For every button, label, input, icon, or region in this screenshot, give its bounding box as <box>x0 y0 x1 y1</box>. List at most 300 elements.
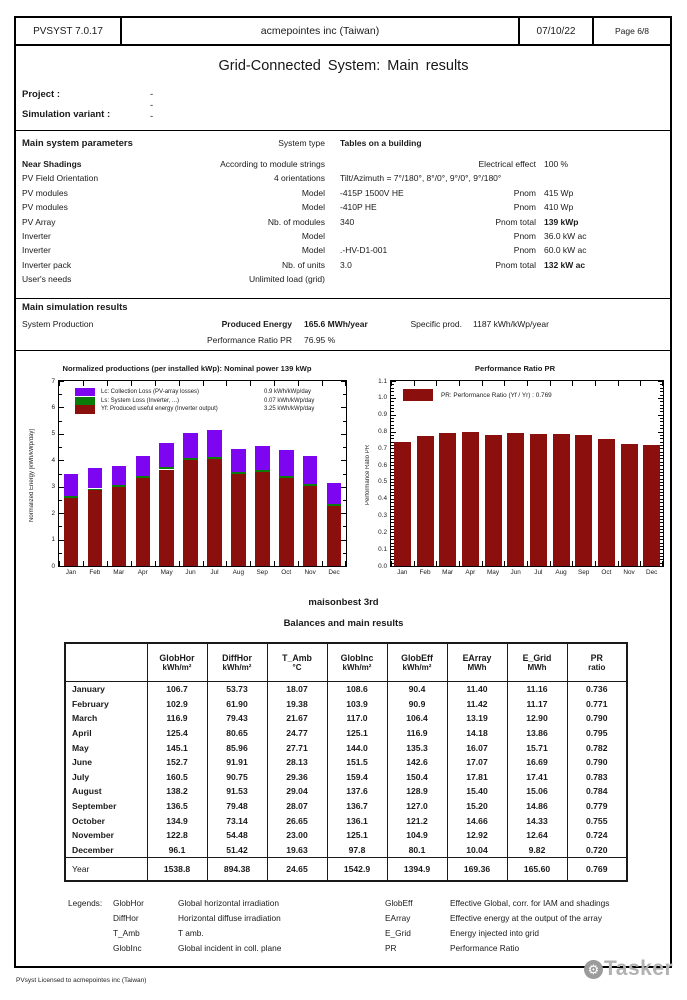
x-tick-label: Dec <box>328 569 340 576</box>
table-cell: 91.91 <box>207 755 267 770</box>
table-cell: 135.3 <box>387 740 447 755</box>
bar-segment-ls <box>183 458 198 460</box>
param-desc: Nb. of modules <box>267 216 325 227</box>
y-minor-tick <box>660 506 663 507</box>
table-cell: July <box>65 770 147 785</box>
table-cell: 79.43 <box>207 711 267 726</box>
x-tick <box>59 381 60 386</box>
param-attr-label: Pnom total <box>495 259 536 270</box>
y-minor-tick <box>391 401 394 402</box>
bar-segment-pr <box>439 433 456 566</box>
legend-value: 3.25 kWh/kWp/day <box>264 406 315 413</box>
y-minor-tick <box>660 522 663 523</box>
param-row <box>14 136 672 155</box>
legends-label <box>68 911 113 926</box>
y-minor-tick <box>660 546 663 547</box>
legend-desc: Energy injected into grid <box>450 928 540 938</box>
param-desc: Model <box>301 202 325 213</box>
param-value: -415P 1500V HE <box>340 187 404 198</box>
param-value: Tilt/Azimuth = 7°/180°, 8°/0°, 9°/0°, 9°/180° <box>340 173 502 184</box>
bar-segment-pr <box>643 445 660 566</box>
table-cell: 17.07 <box>447 755 507 770</box>
table-cell: 79.48 <box>207 799 267 814</box>
y-tick-label: 0.7 <box>378 444 387 452</box>
table-cell: 151.5 <box>327 755 387 770</box>
y-minor-tick <box>343 421 346 422</box>
table-cell: 19.63 <box>267 843 327 858</box>
table-cell: 11.42 <box>447 697 507 712</box>
x-tick-label: Nov <box>623 569 635 576</box>
table-cell: 150.4 <box>387 770 447 785</box>
chart-title: Performance Ratio PR <box>474 364 556 373</box>
legend-term: T_Amb <box>113 928 140 938</box>
y-tick <box>59 566 64 567</box>
bar-segment-lc <box>159 443 174 467</box>
chart-legend-item <box>59 405 339 414</box>
x-tick-label: Apr <box>465 569 476 576</box>
results-section-title: Main simulation results <box>22 302 128 313</box>
x-tick <box>640 381 641 386</box>
y-tick <box>391 432 396 433</box>
bar-segment-lc <box>231 449 246 472</box>
x-tick-label: May <box>160 569 173 576</box>
table-cell: 61.90 <box>207 697 267 712</box>
legend-desc: T amb. <box>178 928 204 938</box>
bar-segment-yf <box>64 498 79 567</box>
table-cell: 138.2 <box>147 784 207 799</box>
table-cell: 90.75 <box>207 770 267 785</box>
bar-segment-pr <box>485 435 502 567</box>
param-desc: 4 orientations <box>273 173 325 184</box>
y-minor-tick <box>343 474 346 475</box>
bar-segment-lc <box>88 468 103 489</box>
param-attr-label: Pnom total <box>495 216 536 227</box>
column-unit: MWh <box>467 663 487 672</box>
results-row <box>14 333 672 348</box>
y-tick <box>59 460 64 461</box>
param-label: User's needs <box>22 274 72 285</box>
y-minor-tick <box>660 421 663 422</box>
legend-term: EArray <box>385 913 411 923</box>
table-cell: 11.17 <box>507 697 567 712</box>
x-tick-label: Aug <box>555 569 567 576</box>
bar-segment-pr <box>553 434 570 566</box>
bar-segment-pr <box>621 444 638 566</box>
bar-segment-yf <box>112 487 127 566</box>
table-cell: 0.724 <box>567 828 627 843</box>
table-cell: 0.782 <box>567 740 627 755</box>
y-tick <box>341 407 346 408</box>
legend-row <box>68 896 653 911</box>
y-tick-label: 0 <box>51 562 55 570</box>
bar-segment-yf <box>303 486 318 566</box>
y-minor-tick <box>660 485 663 486</box>
y-minor-tick <box>391 438 394 439</box>
column-name: DiffHor <box>222 653 252 663</box>
table-cell: 15.06 <box>507 784 567 799</box>
table-cell: 15.71 <box>507 740 567 755</box>
divider <box>14 130 672 131</box>
column-header <box>267 643 327 682</box>
x-tick <box>298 381 299 386</box>
table-cell: 0.783 <box>567 770 627 785</box>
table-cell: 17.81 <box>447 770 507 785</box>
column-unit: kWh/m² <box>402 663 432 672</box>
table-cell: 91.53 <box>207 784 267 799</box>
x-tick <box>203 381 204 386</box>
y-tick-label: 0.6 <box>378 461 387 469</box>
y-tick-label: 2 <box>51 509 55 517</box>
table-cell: 103.9 <box>327 697 387 712</box>
y-minor-tick <box>660 408 663 409</box>
x-tick-label: Sep <box>577 569 590 576</box>
table-cell: 125.1 <box>327 726 387 741</box>
y-minor-tick <box>59 447 62 448</box>
table-cell: 0.720 <box>567 843 627 858</box>
legend-term: DiffHor <box>113 913 139 923</box>
bar-segment-ls <box>207 457 222 459</box>
legends-label: Legends: <box>68 898 103 908</box>
table-row <box>65 711 627 726</box>
table-cell: 14.66 <box>447 813 507 828</box>
legend-label: Ls: System Loss (Inverter, ...) <box>101 397 180 404</box>
legend-row <box>68 911 653 926</box>
legend-desc: Effective energy at the output of the array <box>450 913 603 923</box>
results-key2: Specific prod. <box>410 319 462 329</box>
bar-segment-yf <box>88 490 103 566</box>
x-tick <box>436 561 437 566</box>
results-key: Performance Ratio PR <box>206 335 292 345</box>
x-tick <box>179 561 180 566</box>
bar-segment-lc <box>255 446 270 470</box>
x-tick <box>250 381 251 386</box>
table-row <box>65 813 627 828</box>
y-minor-tick <box>660 435 663 436</box>
param-label: Inverter pack <box>22 259 72 270</box>
results-value: 165.6 MWh/year <box>304 319 368 329</box>
table-cell: 85.96 <box>207 740 267 755</box>
x-tick <box>203 561 204 566</box>
param-row <box>14 258 672 272</box>
table-cell: 28.13 <box>267 755 327 770</box>
y-tick <box>341 460 346 461</box>
param-value: -410P HE <box>340 202 377 213</box>
table-cell: 144.0 <box>327 740 387 755</box>
table-cell: 0.790 <box>567 711 627 726</box>
table-cell: 23.00 <box>267 828 327 843</box>
table-cell: February <box>65 697 147 712</box>
param-attr-value: 36.0 kW ac <box>544 230 587 241</box>
variant-name-title: maisonbest 3rd <box>308 597 379 608</box>
main-system-parameters-section <box>14 136 672 287</box>
table-cell: 108.6 <box>327 682 387 697</box>
legend-term: GlobEff <box>385 898 413 908</box>
y-minor-tick <box>660 492 663 493</box>
performance-ratio-chart <box>356 360 674 594</box>
table-cell: 152.7 <box>147 755 207 770</box>
y-tick-label: 0.5 <box>378 478 387 486</box>
table-cell: 97.8 <box>327 843 387 858</box>
x-tick <box>459 561 460 566</box>
param-row <box>14 272 672 286</box>
param-row <box>14 243 672 257</box>
divider <box>14 350 672 351</box>
legend-swatch <box>75 405 95 413</box>
bar-segment-lc <box>112 466 127 485</box>
param-desc: Model <box>301 230 325 241</box>
param-attr-label: Pnom <box>513 230 536 241</box>
bar-segment-ls <box>255 470 270 472</box>
table-cell: 16.69 <box>507 755 567 770</box>
x-tick <box>550 381 551 386</box>
x-tick-label: Oct <box>281 569 292 576</box>
column-header <box>507 643 567 682</box>
y-tick <box>391 415 396 416</box>
legend-term: PR <box>385 943 397 953</box>
x-tick <box>572 381 573 386</box>
column-header <box>147 643 207 682</box>
y-minor-tick <box>343 526 346 527</box>
x-tick <box>618 381 619 386</box>
divider <box>14 298 672 299</box>
param-value: .-HV-D1-001 <box>340 245 388 256</box>
legend-swatch <box>403 389 433 401</box>
param-value <box>325 272 672 286</box>
y-tick-label: 0.4 <box>378 495 387 503</box>
table-row <box>65 755 627 770</box>
y-minor-tick <box>660 442 663 443</box>
bar-segment-yf <box>279 478 294 566</box>
x-tick <box>391 381 392 386</box>
param-desc: Nb. of units <box>282 259 325 270</box>
table-cell: 16.07 <box>447 740 507 755</box>
param-label: PV Field Orientation <box>22 173 99 184</box>
table-cell: May <box>65 740 147 755</box>
x-tick <box>550 561 551 566</box>
x-tick <box>107 561 108 566</box>
legends-label <box>68 926 113 941</box>
y-minor-tick <box>660 428 663 429</box>
bar-segment-yf <box>327 506 342 566</box>
table-cell: 29.36 <box>267 770 327 785</box>
y-minor-tick <box>660 489 663 490</box>
bar-segment-lc <box>136 456 151 476</box>
y-minor-tick <box>660 472 663 473</box>
y-minor-tick <box>59 474 62 475</box>
y-minor-tick <box>660 391 663 392</box>
x-tick <box>504 381 505 386</box>
y-minor-tick <box>391 435 394 436</box>
y-tick-label: 0.2 <box>378 528 387 536</box>
column-unit: kWh/m² <box>162 663 192 672</box>
legends-section <box>68 896 653 956</box>
x-tick <box>345 561 346 566</box>
param-attr-label: Pnom <box>513 245 536 256</box>
table-cell: 28.07 <box>267 799 327 814</box>
x-tick <box>414 561 415 566</box>
legend-term: E_Grid <box>385 928 411 938</box>
x-tick <box>155 381 156 386</box>
table-cell: 96.1 <box>147 843 207 858</box>
y-minor-tick <box>59 421 62 422</box>
x-tick <box>618 561 619 566</box>
y-minor-tick <box>391 425 394 426</box>
table-cell: 0.795 <box>567 726 627 741</box>
y-minor-tick <box>391 418 394 419</box>
bar-segment-yf <box>136 478 151 566</box>
x-tick <box>595 561 596 566</box>
x-tick <box>131 381 132 386</box>
table-cell: 15.20 <box>447 799 507 814</box>
project-value: --- <box>150 89 154 122</box>
y-tick-label: 6 <box>51 403 55 411</box>
param-value: 3.0 <box>340 259 352 270</box>
x-tick <box>482 381 483 386</box>
bar-segment-lc <box>207 430 222 457</box>
y-tick <box>341 566 346 567</box>
y-minor-tick <box>660 502 663 503</box>
table-cell: 117.0 <box>327 711 387 726</box>
table-cell: September <box>65 799 147 814</box>
bar-segment-ls <box>327 504 342 505</box>
y-tick <box>658 432 663 433</box>
x-tick <box>131 561 132 566</box>
x-tick <box>226 561 227 566</box>
bar-segment-ls <box>231 472 246 474</box>
x-tick <box>226 381 227 386</box>
param-desc: Model <box>301 187 325 198</box>
table-cell: 11.16 <box>507 682 567 697</box>
balances-table <box>64 642 628 882</box>
gear-icon: ⚙ <box>584 960 603 979</box>
y-tick-label: 4 <box>51 456 55 464</box>
y-minor-tick <box>391 388 394 389</box>
column-name: GlobHor <box>159 653 195 663</box>
legend-desc: Effective Global, corr. for IAM and shadings <box>450 898 610 908</box>
bar-segment-pr <box>507 433 524 566</box>
column-header <box>447 643 507 682</box>
y-tick <box>391 566 396 567</box>
y-axis-label: Normalized Energy [kWh/kWp/day] <box>29 428 35 522</box>
table-cell: 0.769 <box>567 858 627 882</box>
y-minor-tick <box>59 526 62 527</box>
table-cell: 136.7 <box>327 799 387 814</box>
param-label: Near Shadings <box>22 159 82 169</box>
simulation-variant-label: Simulation variant : <box>22 109 111 120</box>
y-minor-tick <box>660 536 663 537</box>
table-cell: 169.36 <box>447 858 507 882</box>
param-label: PV modules <box>22 187 68 198</box>
table-row <box>65 799 627 814</box>
x-tick-label: Aug <box>232 569 245 576</box>
x-tick <box>322 561 323 566</box>
table-cell: 0.784 <box>567 784 627 799</box>
x-tick <box>459 381 460 386</box>
y-minor-tick <box>660 539 663 540</box>
bar-segment-yf <box>159 470 174 567</box>
table-cell: 0.790 <box>567 755 627 770</box>
table-cell: Year <box>65 858 147 882</box>
table-cell: 0.755 <box>567 813 627 828</box>
table-year-row <box>65 858 627 882</box>
y-minor-tick <box>660 469 663 470</box>
y-minor-tick <box>660 438 663 439</box>
x-tick-label: Jul <box>534 569 543 576</box>
table-cell: 122.8 <box>147 828 207 843</box>
y-minor-tick <box>660 512 663 513</box>
legend-desc: Horizontal diffuse irradiation <box>178 913 281 923</box>
x-tick-label: Feb <box>419 569 431 576</box>
y-minor-tick <box>660 418 663 419</box>
param-row <box>14 171 672 185</box>
column-unit: ratio <box>588 663 606 672</box>
table-cell: 24.77 <box>267 726 327 741</box>
bar-segment-ls <box>88 489 103 491</box>
y-tick <box>341 487 346 488</box>
param-attr-value: 415 Wp <box>544 187 574 198</box>
y-axis-label: Performance Ratio PR <box>365 444 371 506</box>
y-minor-tick <box>391 395 394 396</box>
y-tick-label: 1 <box>51 536 55 544</box>
x-tick <box>59 561 60 566</box>
param-desc: Unlimited load (grid) <box>248 274 325 285</box>
column-unit: MWh <box>527 663 547 672</box>
y-tick-label: 0.9 <box>378 411 387 419</box>
y-minor-tick <box>660 529 663 530</box>
table-cell: 121.2 <box>387 813 447 828</box>
x-tick-label: Sep <box>256 569 268 576</box>
column-unit: kWh/m² <box>222 663 252 672</box>
column-header <box>327 643 387 682</box>
y-tick <box>391 398 396 399</box>
results-key: Produced Energy <box>221 319 292 329</box>
y-minor-tick <box>660 462 663 463</box>
bar-segment-pr <box>462 432 479 566</box>
param-row <box>14 186 672 200</box>
table-cell: 73.14 <box>207 813 267 828</box>
column-header <box>567 643 627 682</box>
y-minor-tick <box>391 411 394 412</box>
param-label: Inverter <box>22 245 51 256</box>
table-cell: 29.04 <box>267 784 327 799</box>
table-cell: 159.4 <box>327 770 387 785</box>
bar-segment-lc <box>64 474 79 497</box>
table-cell: 125.4 <box>147 726 207 741</box>
x-tick <box>322 381 323 386</box>
table-cell: 53.73 <box>207 682 267 697</box>
table-cell: 1542.9 <box>327 858 387 882</box>
table-cell: 134.9 <box>147 813 207 828</box>
y-tick-label: 0.3 <box>378 512 387 520</box>
chart-title: Normalized productions (per installed kWp): Nominal power 139 kWp <box>62 364 312 373</box>
table-row <box>65 770 627 785</box>
y-minor-tick <box>59 553 62 554</box>
x-tick-label: Jun <box>510 569 521 576</box>
bar-segment-ls <box>303 484 318 486</box>
legend-row <box>68 926 653 941</box>
table-cell: October <box>65 813 147 828</box>
y-tick <box>341 434 346 435</box>
y-tick <box>658 415 663 416</box>
y-tick-label: 5 <box>51 430 55 438</box>
tasker-watermark <box>584 957 673 981</box>
y-tick <box>658 398 663 399</box>
table-cell: 136.5 <box>147 799 207 814</box>
table-row <box>65 784 627 799</box>
table-cell: 51.42 <box>207 843 267 858</box>
bar-segment-pr <box>530 434 547 566</box>
x-tick <box>595 381 596 386</box>
